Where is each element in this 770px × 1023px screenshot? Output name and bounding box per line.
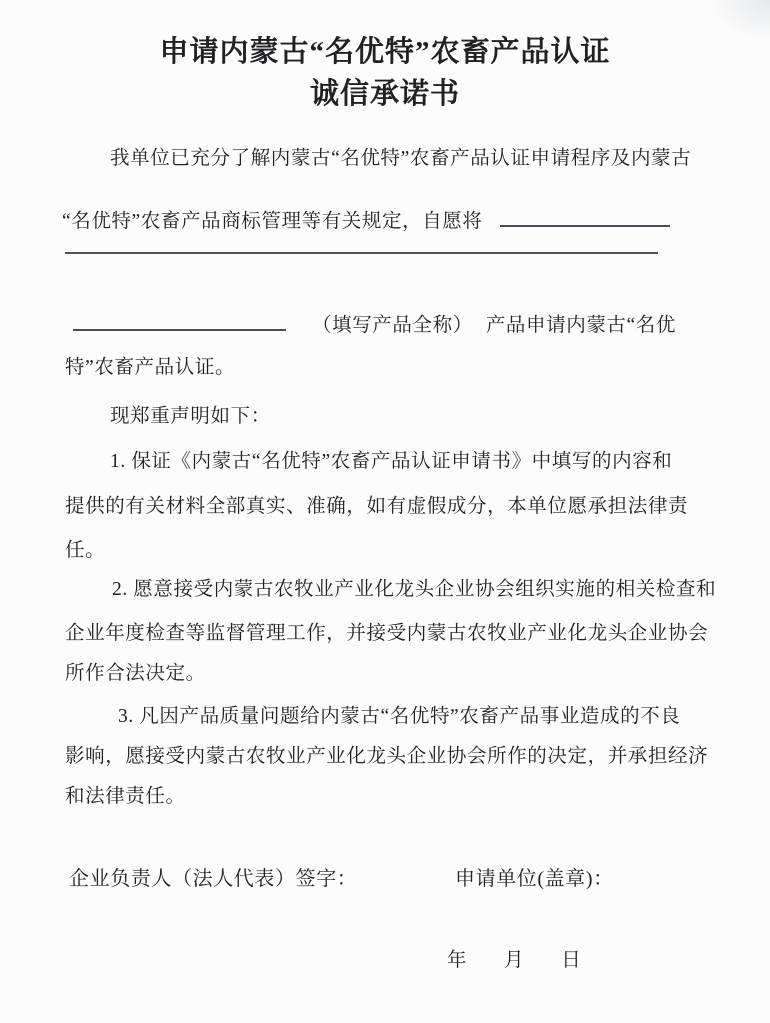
item1-line3: 任。	[65, 540, 106, 561]
item3-line1: 3. 凡因产品质量问题给内蒙古“名优特”农畜产品事业造成的不良	[118, 706, 681, 727]
item1-line2: 提供的有关材料全部真实、准确，如有虚假成分，本单位愿承担法律责	[65, 496, 689, 517]
date-year-label: 年	[447, 950, 468, 971]
declaration-heading: 现郑重声明如下：	[110, 406, 271, 427]
product-wrap-line: 特”农畜产品认证。	[65, 357, 236, 378]
item2-line1: 2. 愿意接受内蒙古农牧业产业化龙头企业协会组织实施的相关检查和	[112, 579, 717, 600]
document-title-line1: 申请内蒙古“名优特”农畜产品认证	[159, 36, 611, 68]
blank-fill-line-1[interactable]	[500, 203, 670, 227]
item2-line3: 所作合法决定。	[65, 663, 206, 684]
intro-line-2	[62, 203, 670, 235]
product-line	[73, 307, 676, 339]
blank-fill-line-3[interactable]	[73, 307, 286, 331]
apply-text: 产品申请内蒙古“名优	[485, 315, 676, 336]
blank-fill-line-2[interactable]	[65, 252, 658, 254]
intro-line-1: 我单位已充分了解内蒙古“名优特”农畜产品认证申请程序及内蒙古	[110, 148, 692, 169]
date-row	[447, 948, 581, 974]
signer-label: 企业负责人（法人代表）签字：	[69, 868, 358, 890]
item3-line3: 和法律责任。	[65, 786, 186, 807]
item1-line1: 1. 保证《内蒙古“名优特”农畜产品认证申请书》中填写的内容和	[110, 451, 673, 472]
document-title-line2: 诚信承诺书	[309, 78, 460, 110]
fill-hint-label: （填写产品全称）	[312, 315, 473, 336]
item3-line2: 影响，愿接受内蒙古农牧业产业化龙头企业协会所作的决定，并承担经济	[65, 746, 709, 767]
applicant-unit-label: 申请单位(盖章)：	[455, 868, 614, 890]
intro-line-2-text: “名优特”农畜产品商标管理等有关规定，自愿将	[62, 211, 483, 232]
date-month-label: 月	[504, 950, 525, 971]
item2-line2: 企业年度检查等监督管理工作，并接受内蒙古农牧业产业化龙头企业协会	[65, 623, 709, 644]
date-day-label: 日	[561, 950, 582, 971]
